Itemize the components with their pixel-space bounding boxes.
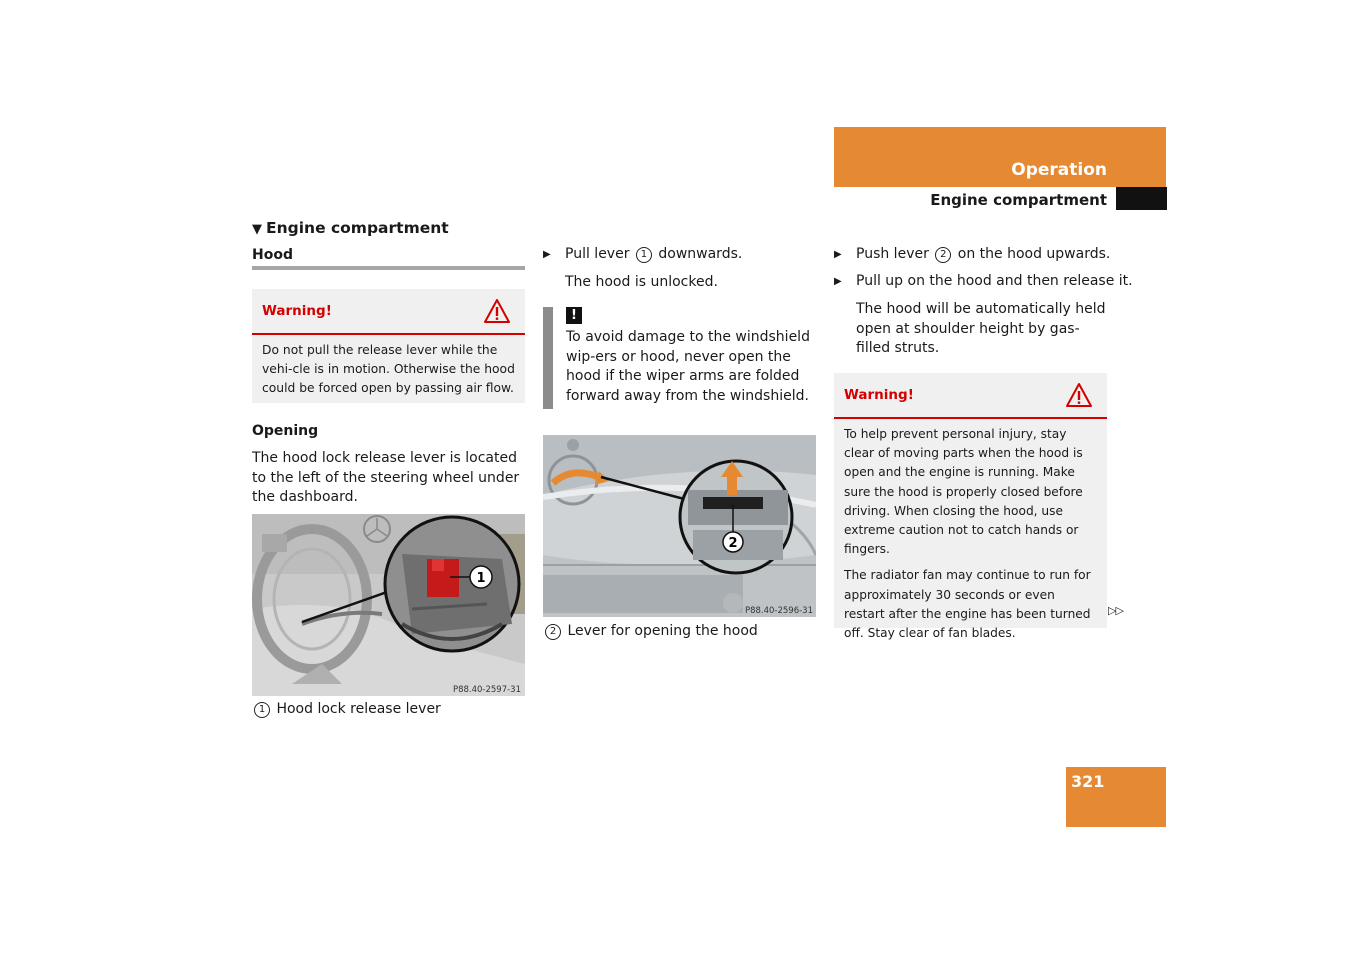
step-text: Pull up on the hood and then release it. [856,273,1133,289]
step-text: Push lever [856,246,929,262]
header-marker [1116,187,1167,210]
step-text: Pull lever [565,246,630,262]
callout-1: 1 [476,571,486,586]
callout-number: 1 [254,702,270,718]
divider [252,266,525,270]
hood-lever-illustration [543,435,816,617]
step-push-lever [834,246,1110,263]
step-pull-lever [543,246,742,263]
bullet-arrow-icon: ▶ [543,249,551,260]
figure-code: P88.40-2597-31 [452,685,521,695]
figure-caption [252,701,525,718]
hood-release-lever-illustration [252,514,525,696]
figure-caption [543,623,816,640]
step-text: on the hood upwards. [957,246,1111,262]
step-pull-hood [834,273,1133,289]
warning-box [252,289,525,403]
bullet-arrow-icon: ▶ [834,276,842,287]
section-title-text: Engine compartment [266,219,449,237]
callout-number: 1 [636,247,652,263]
page-number: 321 [1071,772,1105,791]
opening-text: The hood lock release lever is located to the left of the steering wheel under the dashboard. [252,450,520,505]
warning-paragraph: To help prevent personal injury, stay clear of moving parts when the hood is open and the engine is running. Make sure the hood is properly closed before driving. When closing the hood, use extreme caution not to catch hands or fingers. [844,427,1083,557]
exclamation-icon: ! [566,307,582,324]
warning-paragraph: The radiator fan may continue to run for approximately 30 seconds or even restart after the engine has been turned off. Stay clear of fan blades. [844,568,1091,641]
notice-text: To avoid damage to the windshield wip-ers or hood, never open the hood if the wiper arms are folded forward away from the windshield. [566,329,810,404]
header-subsection-title: Engine compartment [930,191,1107,209]
bullet-arrow-icon: ▶ [834,249,842,260]
triangle-down-icon: ▼ [252,222,262,237]
callout-2: 2 [728,536,738,551]
warning-label: Warning! [844,387,914,403]
notice-bar [543,307,553,409]
warning-box [834,373,1107,641]
warning-header [252,289,525,335]
figure-code: P88.40-2596-31 [744,606,813,616]
step-result: The hood will be automatically held open at shoulder height by gas-filled struts. [856,301,1106,356]
callout-number: 2 [935,247,951,263]
warning-label: Warning! [262,303,332,319]
caption-text: Lever for opening the hood [567,623,758,639]
warning-triangle-icon [1065,382,1093,408]
opening-heading: Opening [252,423,319,439]
warning-header [834,373,1107,419]
continued-arrows-icon: ▷▷ [1108,604,1123,617]
step-text: downwards. [658,246,743,262]
header-section-title: Operation [1011,160,1107,180]
section-title [252,219,449,237]
warning-triangle-icon [483,298,511,324]
callout-number: 2 [545,624,561,640]
warning-text [844,425,1099,650]
caption-text: Hood lock release lever [276,701,441,717]
warning-text: Do not pull the release lever while the vehi-cle is in motion. Otherwise the hood could be forced open by passing air flow. [262,343,515,396]
step-result: The hood is unlocked. [565,274,718,290]
subsection-title: Hood [252,247,293,263]
